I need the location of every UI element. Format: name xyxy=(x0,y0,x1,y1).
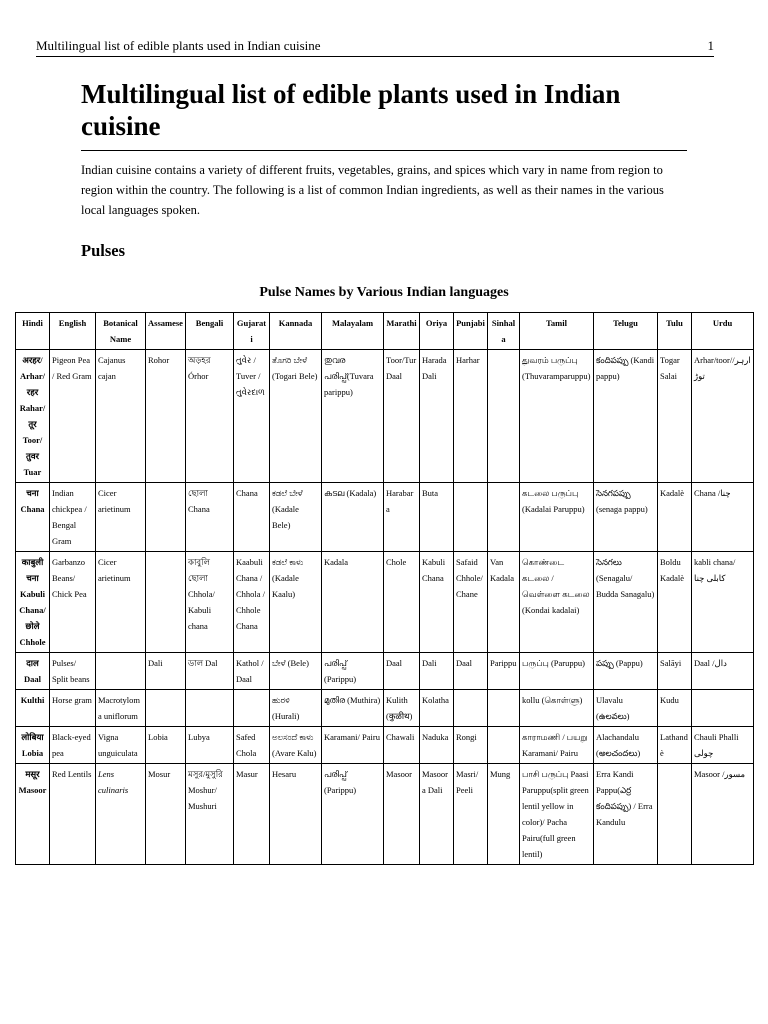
column-header: Punjabi xyxy=(454,313,488,350)
cell-marathi: Masoor xyxy=(384,764,420,865)
column-header: Gujarati xyxy=(234,313,270,350)
cell-gujarati: તુવેર / Tuver / તુવેરદાળ xyxy=(234,350,270,483)
cell-gujarati: Kaabuli Chana / Chhola / Chhole Chana xyxy=(234,552,270,653)
cell-urdu: Daal /دال xyxy=(692,653,754,690)
page-title: Multilingual list of edible plants used in Indian cuisine xyxy=(81,79,621,141)
cell-english: Pigeon Pea / Red Gram xyxy=(50,350,96,483)
cell-english: Black-eyed pea xyxy=(50,727,96,764)
cell-telugu: పప్పు (Pappu) xyxy=(594,653,658,690)
cell-assamese: Dali xyxy=(146,653,186,690)
cell-sinhala xyxy=(488,690,520,727)
cell-gujarati: Safed Chola xyxy=(234,727,270,764)
column-header: Oriya xyxy=(420,313,454,350)
cell-punjabi xyxy=(454,690,488,727)
cell-english: Pulses/ Split beans xyxy=(50,653,96,690)
cell-oriya: Harada Dali xyxy=(420,350,454,483)
cell-malayalam: തുവര പരിപ്പ്(Tuvara parippu) xyxy=(322,350,384,483)
cell-punjabi: Rongi xyxy=(454,727,488,764)
cell-assamese xyxy=(146,552,186,653)
cell-punjabi: Safaid Chhole/ Chane xyxy=(454,552,488,653)
cell-urdu: kabli chana/کابلی چنا xyxy=(692,552,754,653)
cell-botanical: Cicer arietinum xyxy=(96,552,146,653)
cell-hindi: Kulthi xyxy=(16,690,50,727)
table-row xyxy=(16,690,754,727)
cell-telugu: Alachandalu (అలచందలు) xyxy=(594,727,658,764)
table-caption: Pulse Names by Various Indian languages xyxy=(259,285,509,300)
cell-malayalam: മുതിര (Muthira) xyxy=(322,690,384,727)
cell-punjabi: Harhar xyxy=(454,350,488,483)
cell-assamese xyxy=(146,483,186,552)
column-header: Bengali xyxy=(186,313,234,350)
cell-english: Indian chickpea / Bengal Gram xyxy=(50,483,96,552)
cell-botanical xyxy=(96,653,146,690)
cell-tamil: கடலை பருப்பு (Kadalai Paruppu) xyxy=(520,483,594,552)
cell-tulu: Kudu xyxy=(658,690,692,727)
column-header: English xyxy=(50,313,96,350)
cell-bengali: ডাল Dal xyxy=(186,653,234,690)
cell-sinhala xyxy=(488,727,520,764)
cell-tulu: Salāyi xyxy=(658,653,692,690)
cell-tulu: Kadalè xyxy=(658,483,692,552)
cell-marathi: Daal xyxy=(384,653,420,690)
table-row xyxy=(16,483,754,552)
cell-hindi: काबुली चना Kabuli Chana/ छोले Chhole xyxy=(16,552,50,653)
running-header xyxy=(36,38,714,57)
cell-gujarati: Masur xyxy=(234,764,270,865)
column-header: Assamese xyxy=(146,313,186,350)
cell-bengali: অড়হর Órhor xyxy=(186,350,234,483)
column-header: Tamil xyxy=(520,313,594,350)
cell-telugu: సెనగపప్పు (senaga pappu) xyxy=(594,483,658,552)
cell-punjabi xyxy=(454,483,488,552)
cell-tamil: கொண்டை கடலை / வெள்ளை கடலை (Kondai kadalai) xyxy=(520,552,594,653)
cell-bengali: Lubya xyxy=(186,727,234,764)
cell-gujarati: Chana xyxy=(234,483,270,552)
cell-kannada: ಬೇಳೆ (Bele) xyxy=(270,653,322,690)
cell-gujarati xyxy=(234,690,270,727)
cell-botanical: Cicer arietinum xyxy=(96,483,146,552)
column-header: Botanical Name xyxy=(96,313,146,350)
cell-bengali xyxy=(186,690,234,727)
cell-marathi: Harabara xyxy=(384,483,420,552)
cell-sinhala xyxy=(488,350,520,483)
cell-malayalam: കടല (Kadala) xyxy=(322,483,384,552)
cell-oriya: Kabuli Chana xyxy=(420,552,454,653)
column-header: Hindi xyxy=(16,313,50,350)
cell-oriya: Masoora Dali xyxy=(420,764,454,865)
cell-tulu: Lathandè xyxy=(658,727,692,764)
column-header: Telugu xyxy=(594,313,658,350)
cell-urdu: Arhar/toor/ارہر/توڑ xyxy=(692,350,754,483)
running-header-title: Multilingual list of edible plants used in Indian cuisine xyxy=(36,38,321,53)
cell-marathi: Chawali xyxy=(384,727,420,764)
cell-sinhala: Mung xyxy=(488,764,520,865)
cell-tamil: kollu (கொள்ளு) xyxy=(520,690,594,727)
cell-assamese xyxy=(146,690,186,727)
cell-telugu: Erra Kandi Pappu(ఎర్ర కందిపప్పు) / Erra Kandulu xyxy=(594,764,658,865)
cell-tulu: Togar Salai xyxy=(658,350,692,483)
intro-paragraph: Indian cuisine contains a variety of different fruits, vegetables, grains, and spices which vary in name from region to region within the country. The following is a list of common Indian ingredients, as well as their names in the various local languages spoken. xyxy=(81,163,664,217)
table-row xyxy=(16,727,754,764)
cell-bengali: ছোলা Chana xyxy=(186,483,234,552)
cell-telugu: సెనగలు (Senagalu/ Budda Sanagalu) xyxy=(594,552,658,653)
cell-urdu: Masoor /مسور xyxy=(692,764,754,865)
cell-botanical: Lens culinaris xyxy=(96,764,146,865)
cell-kannada: ಕಡಲೆ ಬೇಳೆ (Kadale Bele) xyxy=(270,483,322,552)
cell-sinhala: Van Kadala xyxy=(488,552,520,653)
cell-assamese: Lobia xyxy=(146,727,186,764)
cell-english: Garbanzo Beans/ Chick Pea xyxy=(50,552,96,653)
cell-oriya: Dali xyxy=(420,653,454,690)
cell-kannada: ಹುರಳಿ (Hurali) xyxy=(270,690,322,727)
cell-sinhala xyxy=(488,483,520,552)
cell-kannada: ಅಲಸಂದೆ ಕಾಳು (Avare Kalu) xyxy=(270,727,322,764)
table-row xyxy=(16,764,754,865)
cell-hindi: दाल Daal xyxy=(16,653,50,690)
column-header: Marathi xyxy=(384,313,420,350)
cell-oriya: Naduka xyxy=(420,727,454,764)
section-heading-pulses: Pulses xyxy=(81,241,126,260)
cell-telugu: Ulavalu (ఉలవలు) xyxy=(594,690,658,727)
cell-oriya: Kolatha xyxy=(420,690,454,727)
cell-bengali: কাবুলি ছোলা Chhola/ Kabuli chana xyxy=(186,552,234,653)
cell-botanical: Vigna unguiculata xyxy=(96,727,146,764)
cell-kannada: ತೊಗರಿ ಬೇಳೆ (Togari Bele) xyxy=(270,350,322,483)
column-header: Sinhala xyxy=(488,313,520,350)
cell-kannada: ಕಡಲೆ ಕಾಳು (Kadale Kaalu) xyxy=(270,552,322,653)
cell-hindi: चना Chana xyxy=(16,483,50,552)
cell-tamil: துவரம் பருப்பு (Thuvaramparuppu) xyxy=(520,350,594,483)
table-header-row xyxy=(16,313,754,350)
pulse-names-table xyxy=(15,312,754,865)
cell-tulu xyxy=(658,764,692,865)
cell-tamil: பருப்பு (Paruppu) xyxy=(520,653,594,690)
column-header: Tulu xyxy=(658,313,692,350)
cell-hindi: लोबिया Lobia xyxy=(16,727,50,764)
table-row xyxy=(16,653,754,690)
cell-hindi: मसूर Masoor xyxy=(16,764,50,865)
cell-urdu: Chana /چنا xyxy=(692,483,754,552)
cell-tamil: காராமணி / பயறு Karamani/ Pairu xyxy=(520,727,594,764)
cell-urdu: Chauli Phalli چولی xyxy=(692,727,754,764)
cell-marathi: Toor/Tur Daal xyxy=(384,350,420,483)
cell-malayalam: പരിപ്പ് (Parippu) xyxy=(322,653,384,690)
cell-english: Red Lentils xyxy=(50,764,96,865)
cell-urdu xyxy=(692,690,754,727)
cell-bengali: মসুর/মুসুরি Moshur/ Mushuri xyxy=(186,764,234,865)
cell-malayalam: പരിപ്പ് (Parippu) xyxy=(322,764,384,865)
cell-botanical: Cajanus cajan xyxy=(96,350,146,483)
cell-punjabi: Daal xyxy=(454,653,488,690)
cell-marathi: Chole xyxy=(384,552,420,653)
cell-tamil: பாசி பருப்பு Paasi Paruppu(split green lentil yellow in color)/ Pacha Pairu(full green lentil) xyxy=(520,764,594,865)
table-row xyxy=(16,552,754,653)
cell-tulu: Boldu Kadalè xyxy=(658,552,692,653)
cell-botanical: Macrotyloma uniflorum xyxy=(96,690,146,727)
cell-malayalam: Karamani/ Pairu xyxy=(322,727,384,764)
table-row xyxy=(16,350,754,483)
cell-assamese: Mosur xyxy=(146,764,186,865)
title-divider xyxy=(81,150,687,151)
column-header: Kannada xyxy=(270,313,322,350)
cell-hindi: अरहर/ Arhar/ रहर Rahar/ तूर Toor/ तुवर Tuar xyxy=(16,350,50,483)
cell-telugu: కందిపప్పు (Kandi pappu) xyxy=(594,350,658,483)
cell-punjabi: Masri/ Peeli xyxy=(454,764,488,865)
cell-gujarati: Kathol / Daal xyxy=(234,653,270,690)
cell-oriya: Buta xyxy=(420,483,454,552)
cell-sinhala: Parippu xyxy=(488,653,520,690)
column-header: Urdu xyxy=(692,313,754,350)
cell-english: Horse gram xyxy=(50,690,96,727)
column-header: Malayalam xyxy=(322,313,384,350)
cell-kannada: Hesaru xyxy=(270,764,322,865)
cell-marathi: Kulith (कुळीथ) xyxy=(384,690,420,727)
cell-assamese: Rohor xyxy=(146,350,186,483)
cell-malayalam: Kadala xyxy=(322,552,384,653)
page-number: 1 xyxy=(707,38,714,53)
